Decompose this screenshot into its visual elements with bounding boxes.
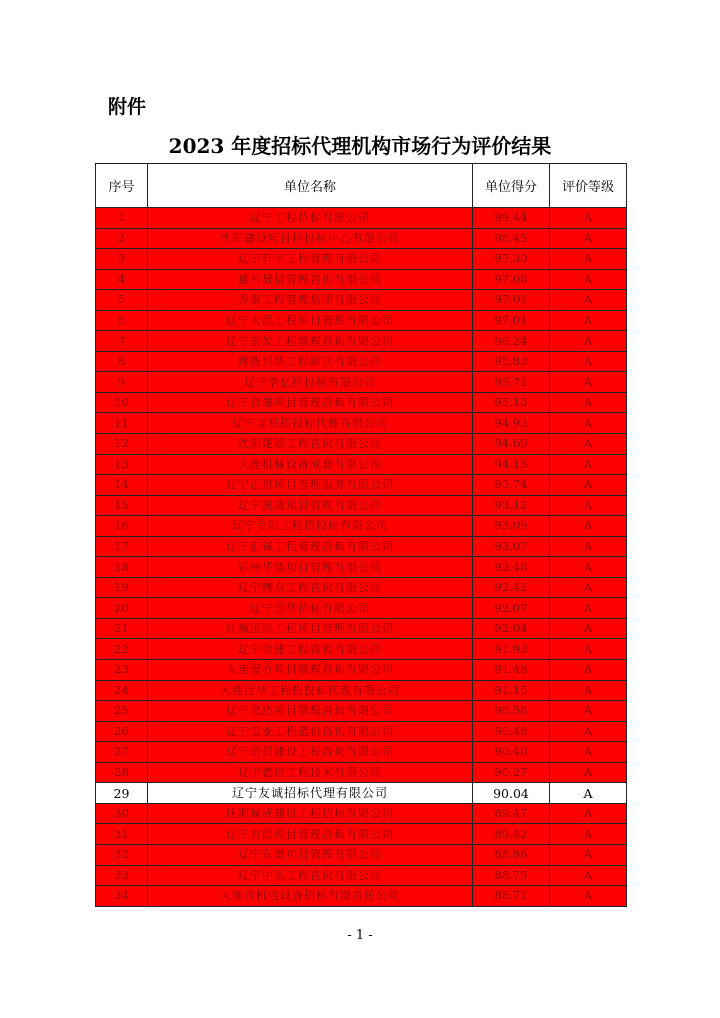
company-name: 辽宁友诚招标代理有限公司	[148, 783, 473, 804]
row-number: 21	[96, 618, 148, 639]
grade: A	[550, 269, 627, 290]
score: 90.48	[473, 721, 550, 742]
column-header-score: 单位得分	[473, 164, 550, 208]
company-name: 辽宁宏发工程管理咨询有限公司	[148, 331, 473, 352]
table-row	[96, 516, 627, 537]
score: 90.58	[473, 701, 550, 722]
table-row	[96, 660, 627, 681]
row-number: 10	[96, 392, 148, 413]
row-number: 31	[96, 824, 148, 845]
row-number: 17	[96, 536, 148, 557]
row-number: 34	[96, 886, 148, 907]
grade: A	[550, 372, 627, 393]
company-name: 辽宁工程招标有限公司	[148, 208, 473, 229]
company-name: 辽宁轩宇工程管理有限公司	[148, 249, 473, 270]
company-name: 辽宁宝业工程造价咨询有限公司	[148, 721, 473, 742]
company-name: 沈阳建联工程咨询有限公司	[148, 434, 473, 455]
grade: A	[550, 618, 627, 639]
row-number: 15	[96, 495, 148, 516]
row-number: 16	[96, 516, 148, 537]
row-number: 4	[96, 269, 148, 290]
table-body	[96, 208, 627, 907]
row-number: 7	[96, 331, 148, 352]
row-number: 26	[96, 721, 148, 742]
row-number: 9	[96, 372, 148, 393]
grade: A	[550, 495, 627, 516]
company-name: 乔泰工程管理集团有限公司	[148, 290, 473, 311]
company-name: 辽宁金建工程咨询有限公司	[148, 639, 473, 660]
table-row	[96, 351, 627, 372]
score: 96.24	[473, 331, 550, 352]
score: 99.44	[473, 208, 550, 229]
table-row	[96, 886, 627, 907]
score: 94.93	[473, 413, 550, 434]
row-number: 5	[96, 290, 148, 311]
row-number: 3	[96, 249, 148, 270]
row-number: 28	[96, 762, 148, 783]
row-number: 5	[96, 310, 148, 331]
column-header-name: 单位名称	[148, 164, 473, 208]
table-row	[96, 742, 627, 763]
grade: A	[550, 351, 627, 372]
grade: A	[550, 577, 627, 598]
company-name: 抚顺诚成建设工程招标有限公司	[148, 803, 473, 824]
company-name: 辽宁汇诚工程管理咨询有限公司	[148, 536, 473, 557]
score: 91.48	[473, 660, 550, 681]
table-header-row	[96, 164, 627, 208]
table-row	[96, 639, 627, 660]
row-number: 30	[96, 803, 148, 824]
score: 91.93	[473, 639, 550, 660]
table-row	[96, 310, 627, 331]
company-name: 辽宁中弘工程咨询有限公司	[148, 865, 473, 886]
row-number: 18	[96, 557, 148, 578]
table-row	[96, 269, 627, 290]
grade: A	[550, 249, 627, 270]
score: 93.09	[473, 516, 550, 537]
table-row	[96, 803, 627, 824]
table-row	[96, 536, 627, 557]
grade: A	[550, 742, 627, 763]
row-number: 24	[96, 680, 148, 701]
grade: A	[550, 783, 627, 804]
company-name: 辽宁博众工程咨询有限公司	[148, 577, 473, 598]
company-name: 辽宁浩亿招投标有限公司	[148, 372, 473, 393]
row-number: 12	[96, 434, 148, 455]
table-row	[96, 824, 627, 845]
row-number: 25	[96, 701, 148, 722]
grade: A	[550, 865, 627, 886]
attachment-label: 附件	[108, 96, 147, 118]
grade: A	[550, 598, 627, 619]
score: 88.79	[473, 865, 550, 886]
score: 88.86	[473, 844, 550, 865]
score: 88.71	[473, 886, 550, 907]
row-number: 19	[96, 577, 148, 598]
company-name: 辽宁正泉项目管理服务有限公司	[148, 475, 473, 496]
column-header-grade: 评价等级	[550, 164, 627, 208]
row-number: 27	[96, 742, 148, 763]
company-name: 辽宁泓迈项目管理咨询有限公司	[148, 701, 473, 722]
score: 90.27	[473, 762, 550, 783]
table-row	[96, 865, 627, 886]
table-row	[96, 762, 627, 783]
company-name: 辽宁德信工程技术有限公司	[148, 762, 473, 783]
row-number: 1	[96, 208, 148, 229]
table-row	[96, 783, 627, 804]
score: 94.15	[473, 454, 550, 475]
company-name: 大连泛华工程招投标代理有限公司	[148, 680, 473, 701]
score: 93.74	[473, 475, 550, 496]
grade: A	[550, 228, 627, 249]
grade: A	[550, 803, 627, 824]
company-name: 大连市机电设备招标有限责任公司	[148, 886, 473, 907]
score: 95.71	[473, 372, 550, 393]
page-number: - 1 -	[347, 928, 373, 943]
score: 95.13	[473, 392, 550, 413]
company-name: 大连壹方项目管理咨询有限公司	[148, 660, 473, 681]
grade: A	[550, 536, 627, 557]
grade: A	[550, 762, 627, 783]
company-name: 锦州华隆项目管理有限公司	[148, 557, 473, 578]
table-row	[96, 228, 627, 249]
grade: A	[550, 639, 627, 660]
grade: A	[550, 392, 627, 413]
score: 92.04	[473, 618, 550, 639]
score: 89.47	[473, 803, 550, 824]
row-number: 20	[96, 598, 148, 619]
score: 93.12	[473, 495, 550, 516]
row-number: 8	[96, 351, 148, 372]
company-name: 辽宁方硕项目管理咨询有限公司	[148, 824, 473, 845]
table-row	[96, 290, 627, 311]
grade: A	[550, 680, 627, 701]
company-name: 辽宁文星招投标代理有限公司	[148, 413, 473, 434]
table-row	[96, 701, 627, 722]
company-name: 辽宁大泓工程项目管理有限公司	[148, 310, 473, 331]
table-row	[96, 454, 627, 475]
company-name: 沈阳建设项目招投标中心有限公司	[148, 228, 473, 249]
table-row	[96, 598, 627, 619]
document-title: 2023 年度招标代理机构市场行为评价结果	[168, 134, 552, 158]
company-name: 博智兴华工程顾问有限公司	[148, 351, 473, 372]
row-number: 22	[96, 639, 148, 660]
company-name: 红城国际工程项目管理有限公司	[148, 618, 473, 639]
score: 97.06	[473, 269, 550, 290]
company-name: 大连机械设备成套有限公司	[148, 454, 473, 475]
row-number: 2	[96, 228, 148, 249]
results-table	[95, 163, 627, 907]
grade: A	[550, 886, 627, 907]
row-number: 32	[96, 844, 148, 865]
score: 91.15	[473, 680, 550, 701]
score: 90.04	[473, 783, 550, 804]
grade: A	[550, 824, 627, 845]
company-name: 辽宁金阳工程招投标有限公司	[148, 516, 473, 537]
table-row	[96, 208, 627, 229]
row-number: 33	[96, 865, 148, 886]
grade: A	[550, 208, 627, 229]
grade: A	[550, 310, 627, 331]
score: 97.01	[473, 290, 550, 311]
company-name: 辽宁凯隆项目管理有限公司	[148, 495, 473, 516]
grade: A	[550, 516, 627, 537]
company-name: 辽宁国华招标有限公司	[148, 598, 473, 619]
grade: A	[550, 331, 627, 352]
row-number: 29	[96, 783, 148, 804]
score: 89.42	[473, 824, 550, 845]
table-row	[96, 475, 627, 496]
company-name: 通利晟信管理咨询有限公司	[148, 269, 473, 290]
table-row	[96, 249, 627, 270]
score: 90.40	[473, 742, 550, 763]
column-header-no: 序号	[96, 164, 148, 208]
table-row	[96, 577, 627, 598]
grade: A	[550, 701, 627, 722]
row-number: 23	[96, 660, 148, 681]
grade: A	[550, 660, 627, 681]
score: 97.01	[473, 310, 550, 331]
grade: A	[550, 290, 627, 311]
score: 95.83	[473, 351, 550, 372]
score: 94.60	[473, 434, 550, 455]
table-row	[96, 680, 627, 701]
grade: A	[550, 721, 627, 742]
grade: A	[550, 557, 627, 578]
row-number: 13	[96, 454, 148, 475]
company-name: 辽宁合建项目管理咨询有限公司	[148, 392, 473, 413]
score: 92.46	[473, 557, 550, 578]
grade: A	[550, 454, 627, 475]
table-row	[96, 392, 627, 413]
score: 92.07	[473, 598, 550, 619]
table-row	[96, 844, 627, 865]
table-row	[96, 721, 627, 742]
table-row	[96, 557, 627, 578]
score: 98.45	[473, 228, 550, 249]
score: 92.42	[473, 577, 550, 598]
table-row	[96, 331, 627, 352]
company-name: 辽宁东奥项目管理有限公司	[148, 844, 473, 865]
grade: A	[550, 413, 627, 434]
grade: A	[550, 844, 627, 865]
table-row	[96, 372, 627, 393]
row-number: 11	[96, 413, 148, 434]
table-row	[96, 413, 627, 434]
company-name: 辽宁金昌建设工程咨询有限公司	[148, 742, 473, 763]
score: 93.07	[473, 536, 550, 557]
table-row	[96, 434, 627, 455]
grade: A	[550, 475, 627, 496]
table-row	[96, 495, 627, 516]
table-row	[96, 618, 627, 639]
row-number: 14	[96, 475, 148, 496]
grade: A	[550, 434, 627, 455]
score: 97.30	[473, 249, 550, 270]
